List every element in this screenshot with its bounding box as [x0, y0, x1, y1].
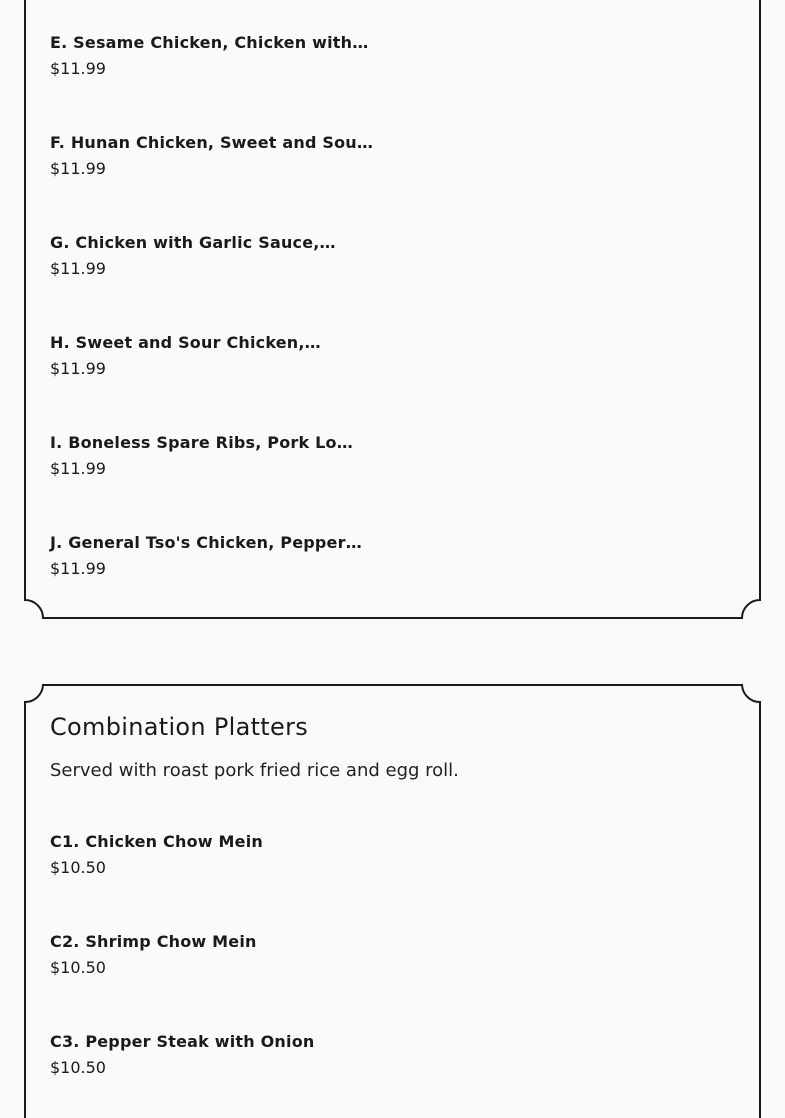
menu-item-price: $11.99 [50, 359, 106, 378]
menu-item-name: H. Sweet and Sour Chicken,… [50, 333, 321, 352]
menu-item[interactable] [50, 832, 650, 878]
menu-item-name: C1. Chicken Chow Mein [50, 832, 263, 851]
menu-item-price: $10.50 [50, 858, 106, 877]
menu-item[interactable] [50, 533, 650, 579]
menu-item-name: I. Boneless Spare Ribs, Pork Lo… [50, 433, 353, 452]
menu-item[interactable] [50, 433, 650, 479]
menu-item[interactable] [50, 133, 650, 179]
menu-item-name: C3. Pepper Steak with Onion [50, 1032, 315, 1051]
menu-item-price: $11.99 [50, 159, 106, 178]
menu-item-name: E. Sesame Chicken, Chicken with… [50, 33, 369, 52]
menu-item-price: $11.99 [50, 459, 106, 478]
menu-item-price: $10.50 [50, 958, 106, 977]
section-title: Combination Platters [50, 713, 309, 741]
section-description: Served with roast pork fried rice and egg roll. [50, 760, 459, 781]
card-border [24, 0, 761, 620]
menu-item[interactable] [50, 333, 650, 379]
menu-item-name: F. Hunan Chicken, Sweet and Sou… [50, 133, 374, 152]
menu-item-price: $11.99 [50, 59, 106, 78]
menu-section-card [24, 0, 761, 620]
menu-item-name: C2. Shrimp Chow Mein [50, 932, 257, 951]
combination-platters-card [24, 684, 761, 1118]
menu-item[interactable] [50, 1032, 650, 1078]
menu-item[interactable] [50, 233, 650, 279]
menu-item-name: J. General Tso's Chicken, Pepper… [50, 533, 362, 552]
menu-item[interactable] [50, 932, 650, 978]
menu-item-price: $11.99 [50, 259, 106, 278]
menu-item-price: $11.99 [50, 559, 106, 578]
menu-item-name: G. Chicken with Garlic Sauce,… [50, 233, 336, 252]
menu-item[interactable] [50, 33, 650, 79]
menu-item-price: $10.50 [50, 1058, 106, 1077]
